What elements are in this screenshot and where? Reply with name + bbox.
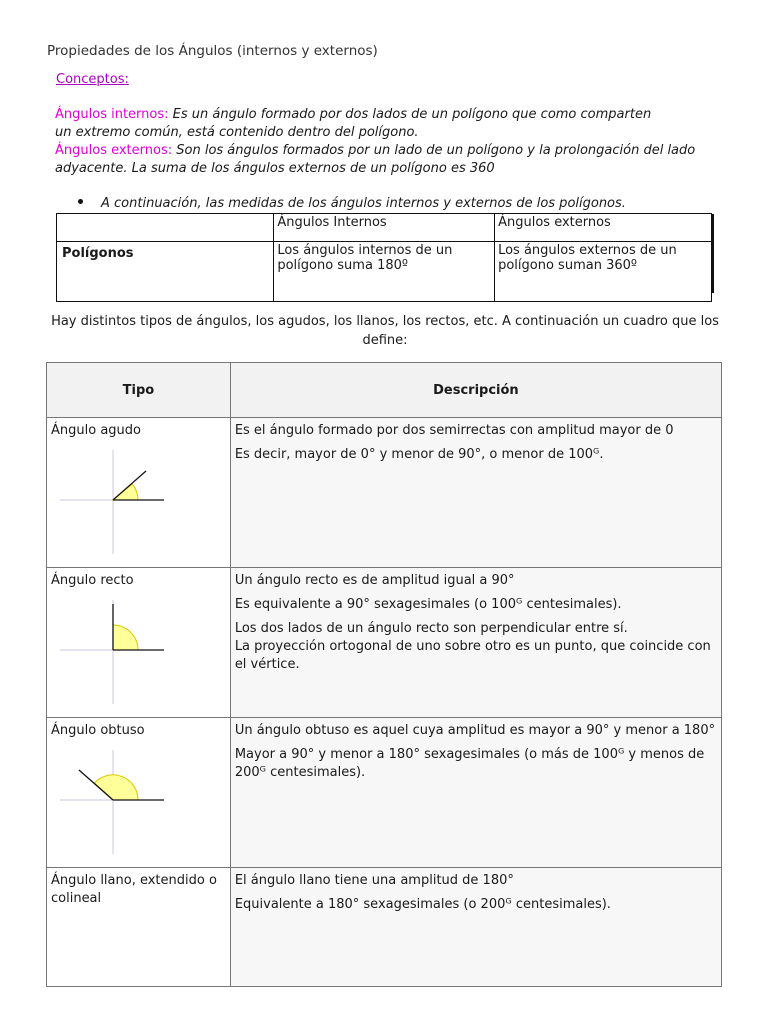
bullet-text: A continuación, las medidas de los ángulos internos y externos de los polígonos. — [101, 196, 626, 211]
description-line: Es equivalente a 90° sexagesimales (o 100ᴳ centesimales). — [234, 597, 622, 612]
angle-description-cell — [230, 868, 721, 987]
angle-type-cell — [47, 418, 231, 568]
table-header-row — [57, 214, 712, 242]
description-line: Equivalente a 180° sexagesimales (o 200ᴳ centesimales). — [234, 897, 611, 912]
angle-types-table — [46, 362, 722, 987]
externos-text-1: Son los ángulos formados por un lado de un polígono y la prolongación del lado — [172, 143, 696, 158]
angle-type-label: Ángulo agudo — [51, 423, 141, 438]
internos-text-1: Es un ángulo formado por dos lados de un polígono que como comparten — [168, 107, 652, 122]
angle-type-label: Ángulo obtuso — [51, 723, 145, 738]
angle-type-cell — [47, 718, 231, 868]
intro-paragraph: Hay distintos tipos de ángulos, los agudos, los llanos, los rectos, etc. A continuación un cuadro que los define: — [51, 314, 719, 348]
document-title: Propiedades de los Ángulos (internos y externos) — [47, 43, 378, 59]
table-header-row — [47, 363, 722, 418]
table-row — [47, 418, 722, 568]
table-border-accent — [711, 214, 714, 293]
bullet-dot-icon — [78, 199, 83, 204]
angle-type-label: Ángulo recto — [51, 573, 134, 588]
angle-description-cell — [230, 568, 721, 718]
bullet-item — [78, 196, 626, 211]
table-cell: Los ángulos internos de un polígono suma 180º — [274, 242, 495, 302]
table-row — [47, 868, 722, 987]
angle-description-cell — [230, 418, 721, 568]
internos-text-2: un extremo común, está contenido dentro del polígono. — [55, 125, 419, 140]
angle-description-cell — [230, 718, 721, 868]
description-line: Es el ángulo formado por dos semirrectas con amplitud mayor de 0 — [234, 423, 674, 438]
description-line: Los dos lados de un ángulo recto son perpendicular entre sí. — [234, 621, 628, 636]
description-line: Mayor a 90° y menor a 180° sexagesimales (o más de 100ᴳ y menos de 200ᴳ centesimales). — [234, 747, 705, 780]
table-row — [57, 242, 712, 302]
table-row — [47, 718, 722, 868]
angle-type-label: Ángulo llano, extendido o colineal — [51, 873, 217, 906]
conceptos-heading: Conceptos: — [56, 72, 129, 87]
table-header-cell: Ángulos Internos — [274, 214, 495, 242]
angle-type-cell — [47, 568, 231, 718]
table-header-cell — [57, 214, 274, 242]
description-line: La proyección ortogonal de uno sobre otro es un punto, que coincide con el vértice. — [234, 639, 711, 672]
angle-type-cell — [47, 868, 231, 987]
table-header-cell: Descripción — [230, 363, 721, 418]
table-header-cell: Tipo — [47, 363, 231, 418]
internos-paragraph — [55, 106, 735, 142]
table-cell: Los ángulos externos de un polígono suman 360º — [495, 242, 712, 302]
description-line: Es decir, mayor de 0° y menor de 90°, o menor de 100ᴳ. — [234, 447, 604, 462]
acute-angle-diagram-icon — [56, 446, 166, 556]
table-cell: Polígonos — [57, 242, 274, 302]
table-row — [47, 568, 722, 718]
table-header-cell: Ángulos externos — [495, 214, 712, 242]
right-angle-diagram-icon — [56, 596, 166, 706]
description-line: El ángulo llano tiene una amplitud de 180° — [234, 873, 514, 888]
obtuse-angle-diagram-icon — [56, 746, 166, 856]
externos-paragraph — [55, 142, 735, 178]
externos-text-2: adyacente. La suma de los ángulos externos de un polígono es 360 — [55, 161, 495, 176]
description-line: Un ángulo obtuso es aquel cuya amplitud es mayor a 90° y menor a 180° — [234, 723, 716, 738]
polygon-angles-table — [56, 213, 712, 302]
description-line: Un ángulo recto es de amplitud igual a 90° — [234, 573, 515, 588]
externos-label: Ángulos externos: — [55, 143, 173, 158]
internos-label: Ángulos internos: — [55, 107, 169, 122]
